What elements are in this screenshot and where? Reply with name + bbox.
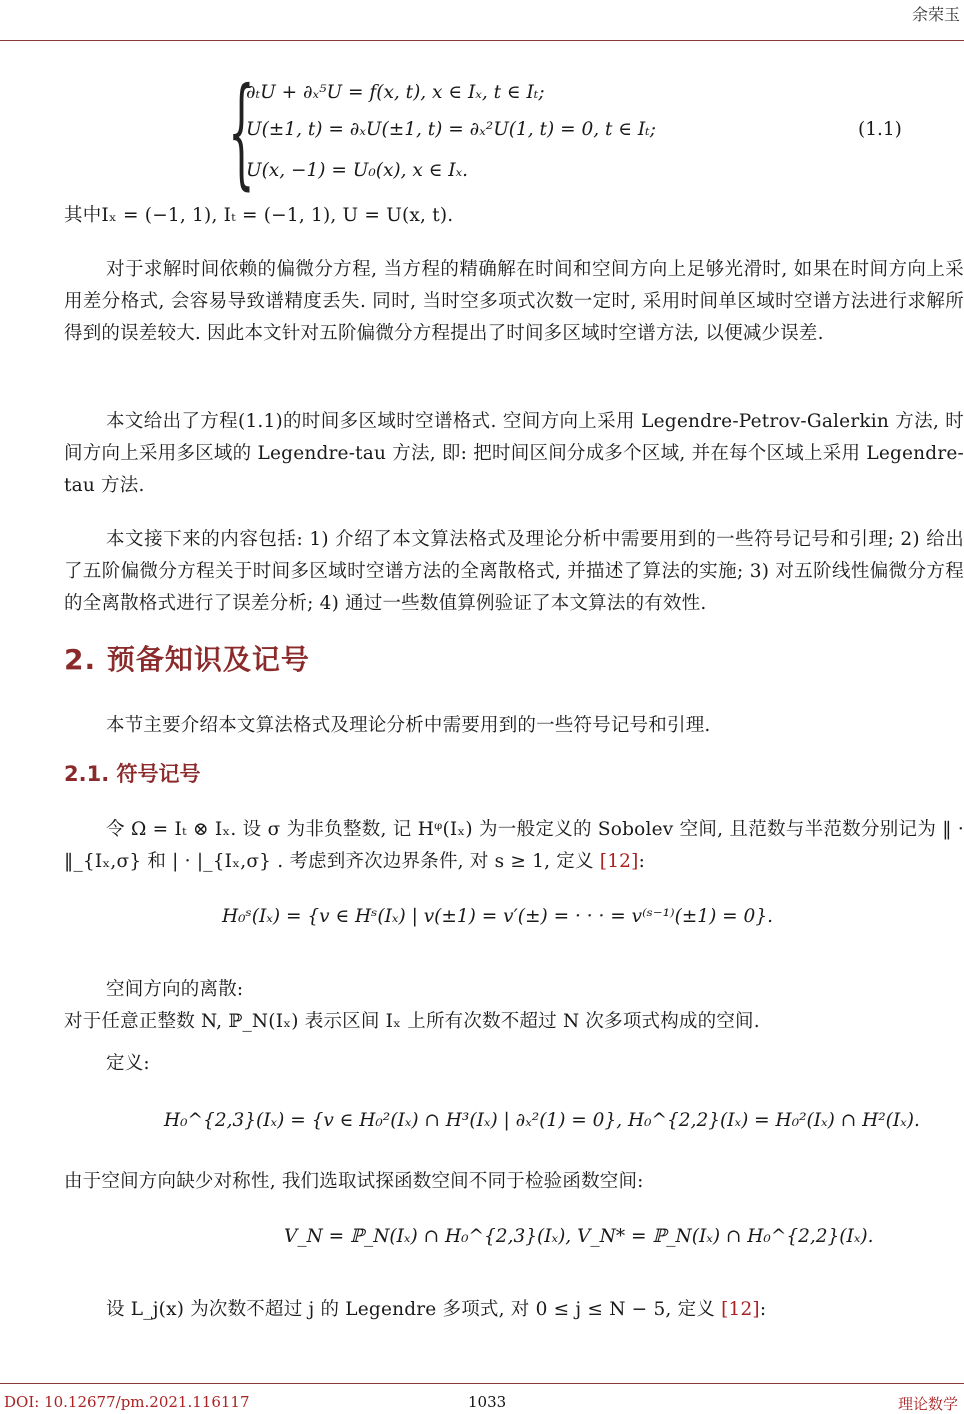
- subsection-title: 2.1. 符号记号: [64, 762, 201, 786]
- paragraph-outline: [64, 524, 964, 620]
- section-intro-text: 本节主要介绍本文算法格式及理论分析中需要用到的一些符号记号和引理.: [106, 715, 711, 736]
- paragraph-motivation-text: 对于求解时间依赖的偏微分方程, 当方程的精确解在时间和空间方向上足够光滑时, 如果在时间方向上采用差分格式, 会容易导致谱精度丢失. 同时, 当时空多项式次数一定时, 采用时间单区域时空谱方法进行求解所得到的误差较大. 因此本文针对五阶偏微分方程提出了时间多区域时空谱方法, 以便减少误差.: [64, 259, 964, 344]
- asymmetry-text: 由于空间方向缺少对称性, 我们选取试探函数空间不同于检验函数空间:: [64, 1171, 644, 1192]
- journal-name[interactable]: 理论数学: [897, 1395, 958, 1413]
- citation-link-2[interactable]: [12]: [721, 1299, 760, 1320]
- notation-text-end: :: [638, 851, 645, 872]
- display-equation-h023: H₀^{2,3}(Iₓ) = {v ∈ H₀²(Iₓ) ∩ H³(Iₓ) | ∂ₓ²(1) = 0}, H₀^{2,2}(Iₓ) = H₀²(Iₓ) ∩ H²(Iₓ).: [164, 1110, 920, 1131]
- doi-link[interactable]: DOI: 10.12677/pm.2021.116117: [4, 1393, 250, 1411]
- equation-line-1: ∂ₜU + ∂ₓ⁵U = f(x, t), x ∈ Iₓ, t ∈ Iₜ;: [246, 82, 545, 103]
- legendre-text-end: :: [759, 1299, 767, 1320]
- left-brace: {: [228, 63, 255, 202]
- notation-text: 令 Ω = Iₜ ⊗ Iₓ. 设 σ 为非负整数, 记 Hᵠ(Iₓ) 为一般定义的 Sobolev 空间, 且范数与半范数分别记为 ‖ · ‖_{Iₓ,σ} 和 | · |_{Iₓ,σ} . 考虑到齐次边界条件, 对 s ≥ 1, 定义: [64, 819, 964, 872]
- paragraph-method: [64, 406, 964, 502]
- citation-link[interactable]: [12]: [599, 851, 639, 872]
- header-rule: [0, 40, 964, 41]
- polynomial-space-text: 对于任意正整数 N, ℙ_N(Iₓ) 表示区间 Iₓ 上所有次数不超过 N 次多项式构成的空间.: [64, 1011, 760, 1032]
- space-direction-heading: [64, 974, 964, 1006]
- running-header-author: 余荣玉: [911, 5, 960, 24]
- display-equation-h0s: H₀ˢ(Iₓ) = {v ∈ Hˢ(Iₓ) | v(±1) = v′(±) = · · · = v⁽ˢ⁻¹⁾(±1) = 0}.: [222, 906, 773, 927]
- polynomial-space-definition: [64, 1006, 964, 1038]
- equation-number: (1.1): [858, 119, 902, 140]
- paragraph-outline-text: 本文接下来的内容包括: 1) 介绍了本文算法格式及理论分析中需要用到的一些符号记号和引理; 2) 给出了五阶偏微分方程关于时间多区域时空谱方法的全离散格式, 并描述了算法的实施; 3) 对五阶线性偏微分方程的全离散格式进行了误差分析; 4) 通过一些数值算例验证了本文算法的有效性.: [64, 529, 964, 614]
- section-intro: [64, 710, 964, 742]
- page-number: 1033: [468, 1393, 507, 1411]
- paragraph-notation-text: [64, 814, 964, 878]
- footer-rule: [0, 1383, 964, 1384]
- define-label: [64, 1048, 964, 1080]
- define-text: 定义:: [106, 1053, 150, 1074]
- space-direction-text: 空间方向的离散:: [106, 979, 244, 1000]
- paragraph-notation: [64, 814, 964, 878]
- paragraph-method-text: 本文给出了方程(1.1)的时间多区域时空谱格式. 空间方向上采用 Legendre-Petrov-Galerkin 方法, 时间方向上采用多区域的 Legendre-tau 方法, 即: 把时间区间分成多个区域, 并在每个区域上采用 Legendre-tau 方法.: [64, 411, 964, 496]
- display-equation-vn: V_N = ℙ_N(Iₓ) ∩ H₀^{2,3}(Iₓ), V_N* = ℙ_N(Iₓ) ∩ H₀^{2,2}(Iₓ).: [284, 1226, 874, 1247]
- asymmetry-note: [64, 1166, 964, 1198]
- where-text: 其中Iₓ = (−1, 1), Iₜ = (−1, 1), U = U(x, t).: [64, 205, 454, 226]
- legendre-text-wrap: [64, 1294, 964, 1326]
- paragraph-motivation: [64, 254, 964, 350]
- equation-line-3: U(x, −1) = U₀(x), x ∈ Iₓ.: [246, 160, 469, 181]
- section-title: 2. 预备知识及记号: [64, 643, 310, 676]
- where-line: [64, 200, 964, 232]
- legendre-definition: [64, 1294, 964, 1326]
- equation-line-2: U(±1, t) = ∂ₓU(±1, t) = ∂ₓ²U(1, t) = 0, t ∈ Iₜ;: [246, 119, 656, 140]
- legendre-text: 设 L_j(x) 为次数不超过 j 的 Legendre 多项式, 对 0 ≤ j ≤ N − 5, 定义: [106, 1299, 722, 1320]
